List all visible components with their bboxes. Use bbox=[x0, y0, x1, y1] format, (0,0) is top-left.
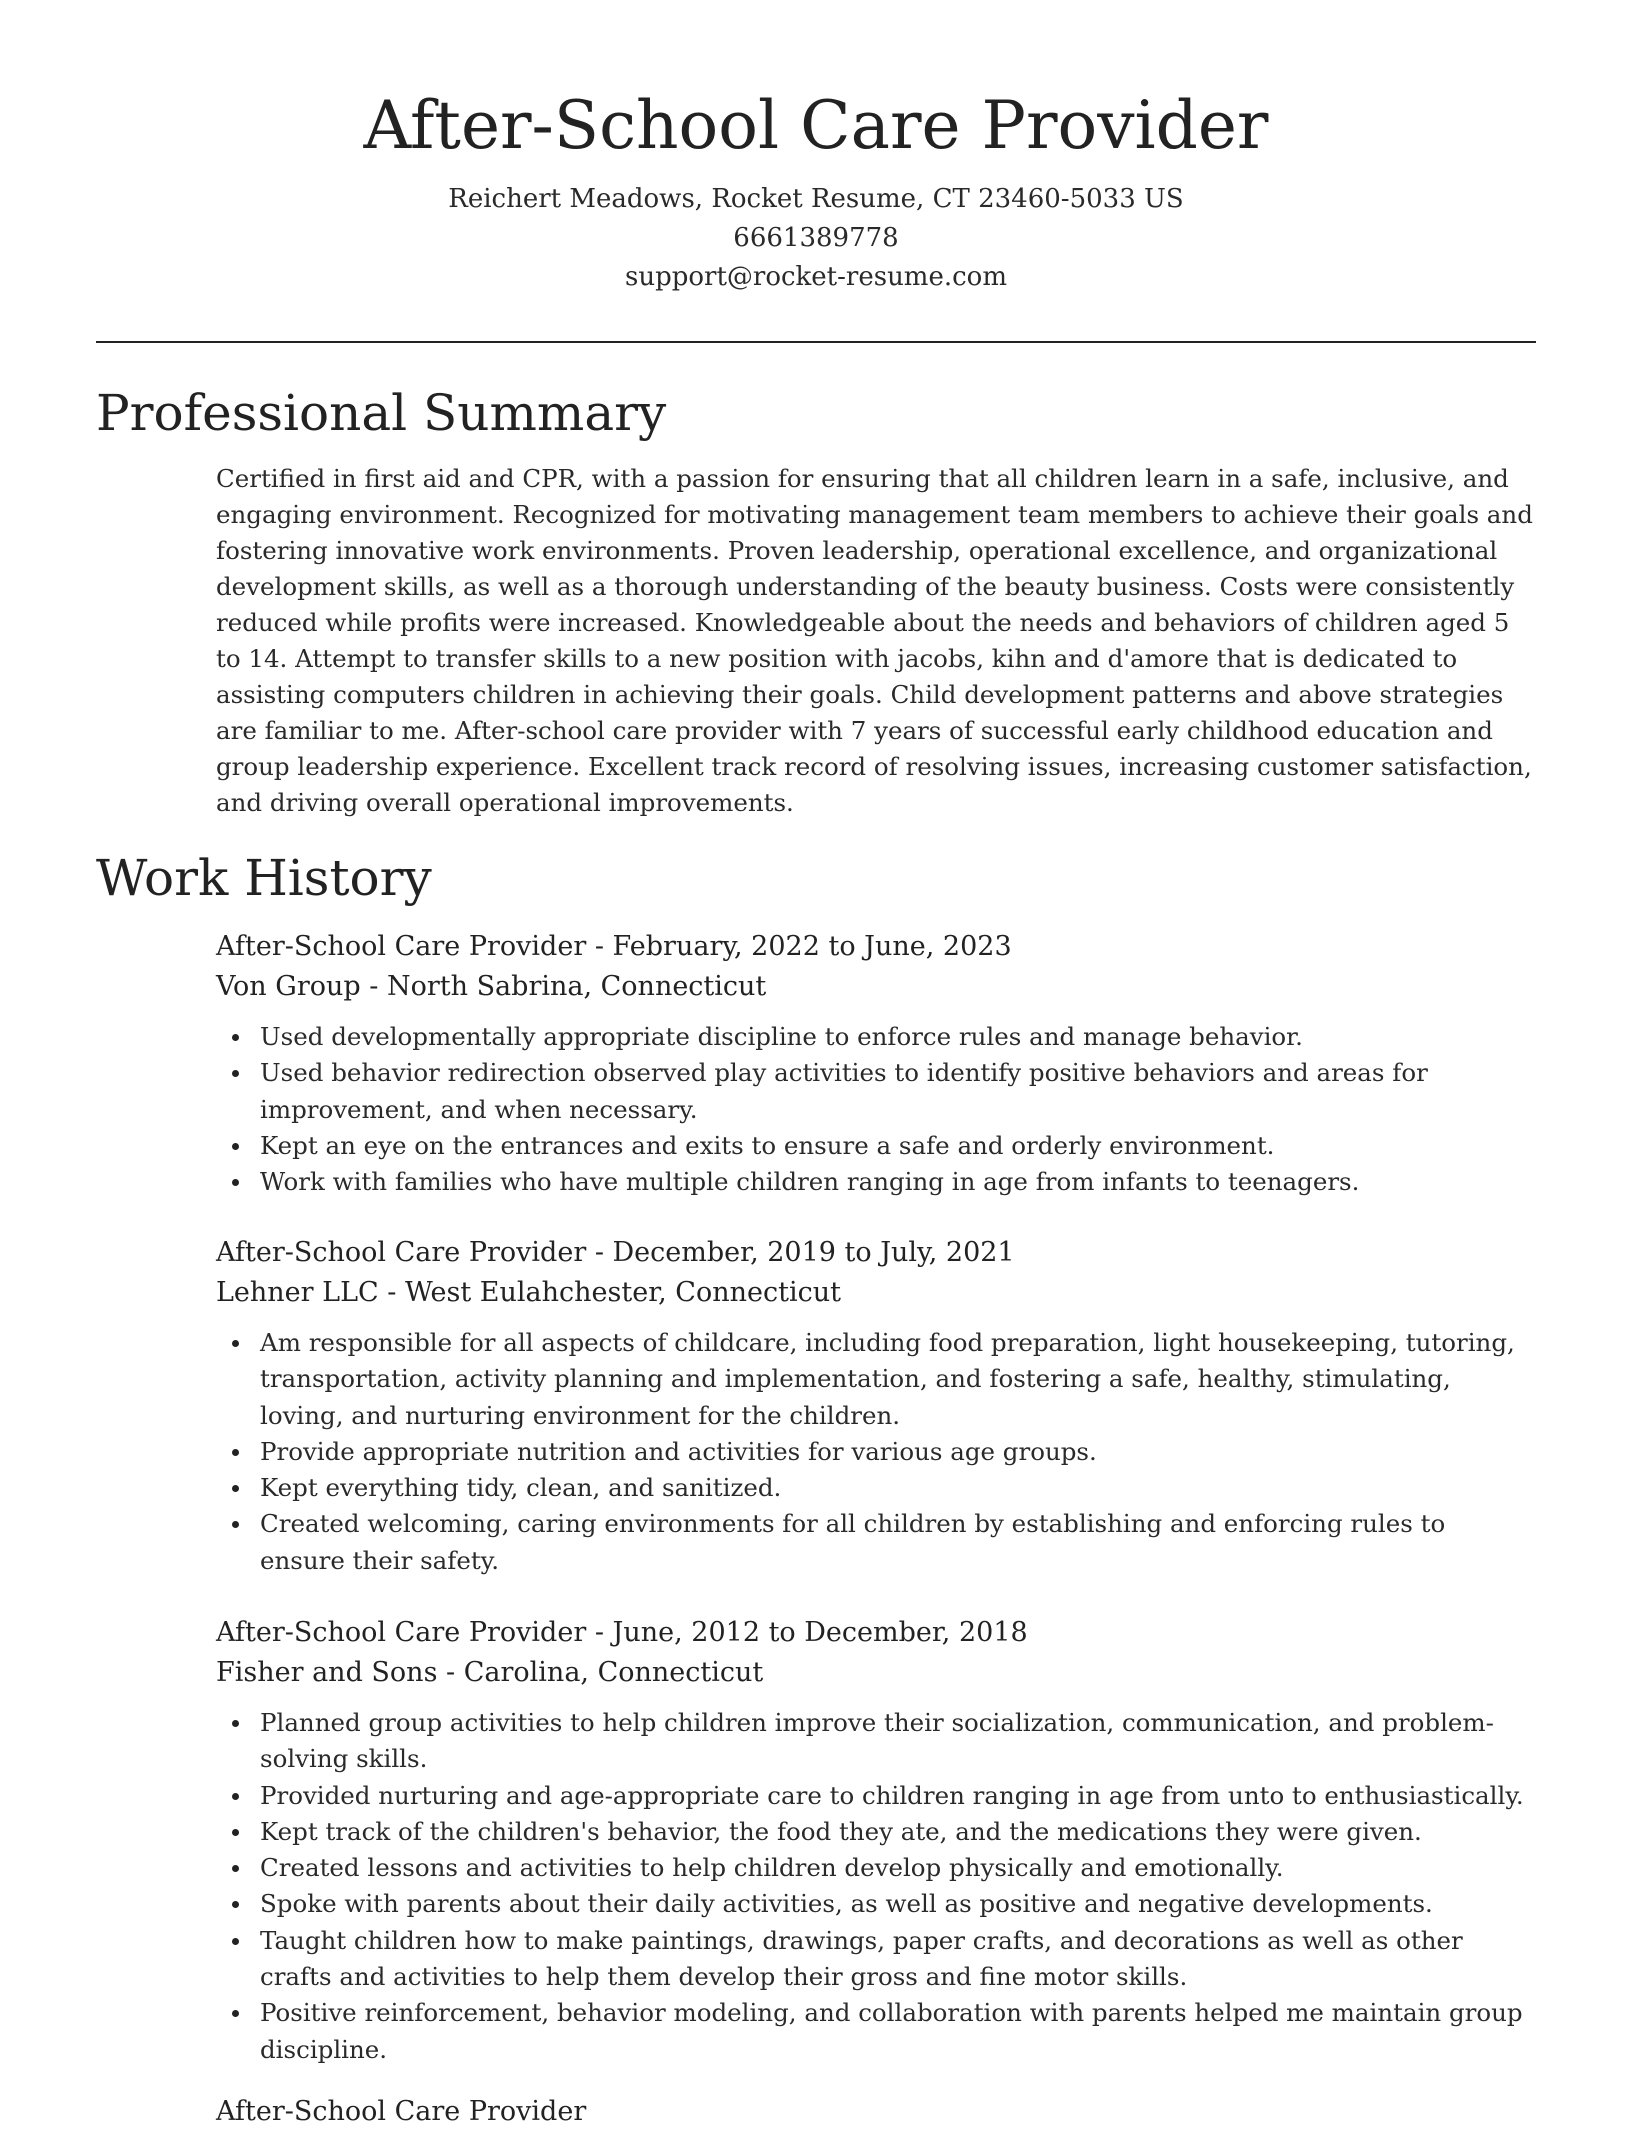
job-role: After-School Care Provider bbox=[216, 1617, 587, 1648]
bullet-item: Am responsible for all aspects of childcare, including food preparation, light housekeeping, tutoring, transportation, activity planning and implementation, and fostering a safe, healthy, stimulating, loving, and nurturing environment for the children. bbox=[260, 1325, 1536, 1434]
job-entry bbox=[216, 1233, 1536, 1579]
resume-header bbox=[0, 0, 1632, 297]
job-bullets bbox=[216, 1019, 1536, 1200]
bullet-item: Created welcoming, caring environments for all children by establishing and enforcing rules to ensure their safety. bbox=[260, 1506, 1536, 1579]
bullet-item: Planned group activities to help children improve their socialization, communication, and problem-solving skills. bbox=[260, 1705, 1536, 1778]
candidate-name: After-School Care Provider bbox=[363, 87, 1269, 164]
job-company: Fisher and Sons bbox=[216, 1657, 438, 1688]
job-role: After-School Care Provider bbox=[216, 931, 587, 962]
job-entry bbox=[216, 1613, 1536, 2068]
summary-text: Certified in first aid and CPR, with a passion for ensuring that all children learn in a safe, inclusive, and engaging environment. Recognized for motivating management team members to achieve their goals and fostering innovative work environments. Proven leadership, operational excellence, and organizational development skills, as well as a thorough understanding of the beauty business. Costs were consistently reduced while profits were increased. Knowledgeable about the needs and behaviors of children aged 5 to 14. Attempt to transfer skills to a new position with jacobs, kihn and d'amore that is dedicated to assisting computers children in achieving their goals. Child development patterns and above strategies are familiar to me. After-school care provider with 7 years of successful early childhood education and group leadership experience. Excellent track record of resolving issues, increasing customer satisfaction, and driving overall operational improvements. bbox=[216, 464, 1533, 817]
job-company-line bbox=[216, 1273, 1536, 1313]
job-entry bbox=[216, 927, 1536, 1200]
bullet-item: Taught children how to make paintings, drawings, paper crafts, and decorations as well as other crafts and activities to help them develop their gross and fine motor skills. bbox=[260, 1923, 1536, 1996]
job-company-line bbox=[216, 1653, 1536, 1693]
job-location: - North Sabrina, Connecticut bbox=[369, 971, 767, 1002]
bullet-item: Kept an eye on the entrances and exits to ensure a safe and orderly environment. bbox=[260, 1128, 1536, 1164]
contact-address: Reichert Meadows, Rocket Resume, CT 23460-5033 US bbox=[448, 184, 1184, 214]
job-location: - Carolina, Connecticut bbox=[446, 1657, 764, 1688]
job-company: Von Group bbox=[216, 971, 361, 1002]
bullet-item: Spoke with parents about their daily activities, as well as positive and negative developments. bbox=[260, 1886, 1536, 1922]
job-role: After-School Care Provider bbox=[216, 1237, 587, 1268]
job-title-partial: After-School Care Provider bbox=[216, 2096, 587, 2127]
bullet-item: Kept track of the children's behavior, the food they ate, and the medications they were given. bbox=[260, 1814, 1536, 1850]
bullet-item: Used developmentally appropriate discipline to enforce rules and manage behavior. bbox=[260, 1019, 1536, 1055]
section-title-work-history: Work History bbox=[96, 849, 432, 907]
job-title-line bbox=[216, 1233, 1536, 1273]
bullet-item: Positive reinforcement, behavior modeling, and collaboration with parents helped me maintain group discipline. bbox=[260, 1995, 1536, 2068]
section-title-summary: Professional Summary bbox=[96, 384, 667, 442]
job-dates: - June, 2012 to December, 2018 bbox=[594, 1617, 1028, 1648]
job-bullets bbox=[216, 1705, 1536, 2068]
bullet-item: Created lessons and activities to help children develop physically and emotionally. bbox=[260, 1850, 1536, 1886]
job-location: - West Eulahchester, Connecticut bbox=[387, 1277, 841, 1308]
contact-phone: 6661389778 bbox=[733, 223, 899, 253]
bullet-item: Kept everything tidy, clean, and sanitized. bbox=[260, 1470, 1536, 1506]
bullet-item: Used behavior redirection observed play activities to identify positive behaviors and areas for improvement, and when necessary. bbox=[260, 1055, 1536, 1128]
contact-email: support@rocket-resume.com bbox=[624, 262, 1007, 292]
contact-info bbox=[0, 180, 1632, 297]
bullet-item: Provide appropriate nutrition and activities for various age groups. bbox=[260, 1434, 1536, 1470]
bullet-item: Work with families who have multiple children ranging in age from infants to teenagers. bbox=[260, 1164, 1536, 1200]
job-title-line bbox=[216, 927, 1536, 967]
header-divider bbox=[96, 341, 1536, 343]
job-bullets bbox=[216, 1325, 1536, 1579]
job-dates: - February, 2022 to June, 2023 bbox=[594, 931, 1012, 962]
bullet-item: Provided nurturing and age-appropriate care to children ranging in age from unto to enthusiastically. bbox=[260, 1778, 1536, 1814]
job-company: Lehner LLC bbox=[216, 1277, 379, 1308]
job-title-line bbox=[216, 1613, 1536, 1653]
job-dates: - December, 2019 to July, 2021 bbox=[594, 1237, 1015, 1268]
job-company-line bbox=[216, 967, 1536, 1007]
